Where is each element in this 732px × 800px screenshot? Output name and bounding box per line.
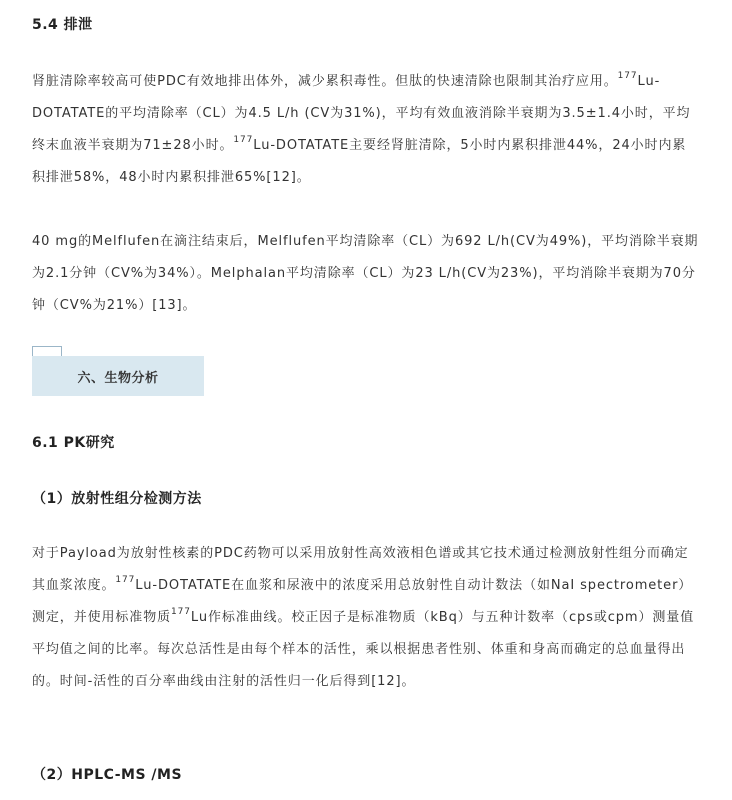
- subsection-heading-2: （2）HPLC-MS /MS: [32, 767, 183, 783]
- chapter-banner-title: 六、生物分析: [32, 356, 204, 396]
- subsection-heading-1: （1）放射性组分检测方法: [32, 491, 202, 507]
- section-heading-5-4: 5.4 排泄: [32, 17, 93, 33]
- section-heading-6-1: 6.1 PK研究: [32, 435, 115, 451]
- p3-superscript-1: 177: [115, 575, 136, 585]
- p1-superscript-1: 177: [617, 71, 638, 81]
- chapter-banner: [32, 346, 204, 398]
- p1-text-a: 肾脏清除率较高可使PDC有效地排出体外，减少累积毒性。但肽的快速清除也限制其治疗应用。: [32, 74, 618, 89]
- p1-text-c: Lu-DOTATATE主要经肾脏清除，5小时内累积排泄44%，24小时内累积排泄58%，48小时内累积排泄65%[12]。: [32, 138, 687, 185]
- p3-superscript-2: 177: [171, 607, 191, 617]
- paragraph-excretion-2: [32, 226, 700, 322]
- p3-text-c: Lu作标准曲线。校正因子是标准物质（kBq）与五种计数率（cps或cpm）测量值平均值之间的比率。每次总活性是由每个样本的活性，乘以根据患者性别、体重和身高而确定的总血量得出的。时间-活性的百分率曲线由注射的活性归一化后得到[12]。: [32, 610, 695, 689]
- paragraph-radioactive-method: [32, 538, 700, 698]
- p2-text: 40 mg的Melflufen在滴注结束后，Melflufen平均清除率（CL）为692 L/h(CV为49%)，平均消除半衰期为2.1分钟（CV%为34%）。Melphalan平均清除率（CL）为23 L/h(CV为23%)，平均消除半衰期为70分钟（CV%为21%）[13]。: [32, 234, 699, 313]
- p1-superscript-2: 177: [233, 135, 254, 145]
- p3-text-a: 对于Payload为放射性核素的PDC药物可以采用放射性高效液相色谱或其它技术通过检测放射性组分而确定其血浆浓度。: [32, 546, 689, 593]
- paragraph-excretion-1: [32, 66, 700, 194]
- p1-text-b: Lu-DOTATATE的平均清除率（CL）为4.5 L/h (CV为31%)，平均有效血液消除半衰期为3.5±1.4小时，平均终末血液半衰期为71±28小时。: [32, 74, 691, 153]
- p3-text-b: Lu-DOTATATE在血浆和尿液中的浓度采用总放射性自动计数法（如NaI spectrometer）测定，并使用标准物质: [32, 578, 693, 625]
